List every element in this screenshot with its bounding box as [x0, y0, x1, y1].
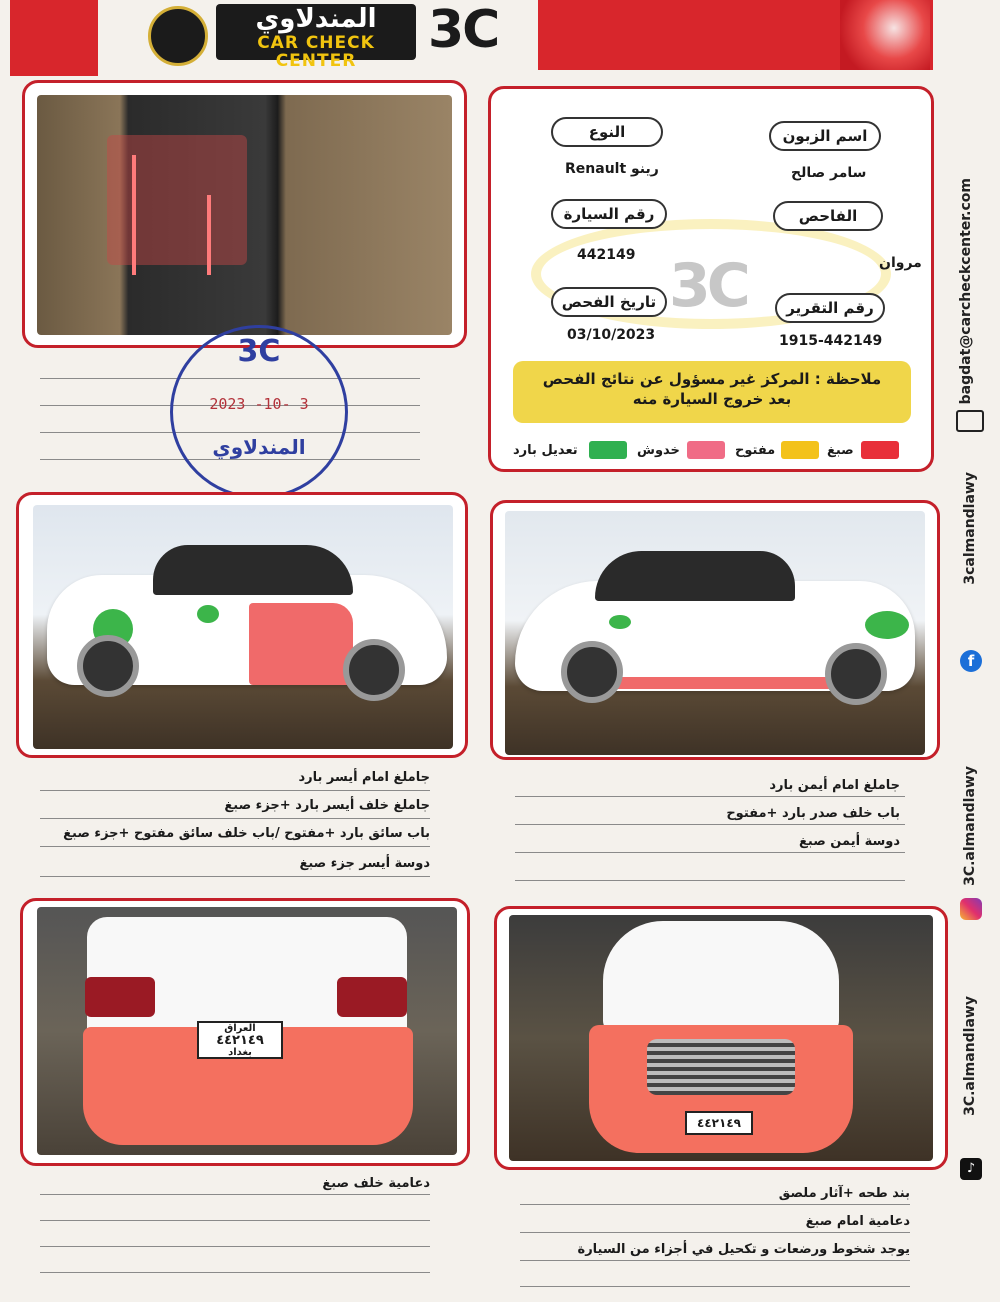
engine-photo-frame	[22, 80, 467, 348]
email-icon	[956, 410, 984, 432]
sidebar-facebook: 3C.almandlawy	[962, 766, 978, 886]
report-number-value: 1915-442149	[779, 333, 883, 349]
right-side-photo	[505, 511, 925, 755]
car-number-label: رقم السيارة	[551, 199, 667, 229]
front-grille	[647, 1039, 795, 1095]
info-card	[488, 86, 934, 472]
date-value: 03/10/2023	[567, 327, 656, 343]
sidebar-snapchat: 3calmandlawy	[962, 472, 978, 585]
sidebar-email: bagdat@carcheckcenter.com	[958, 178, 974, 405]
remark-line	[40, 1246, 430, 1247]
rear-photo	[37, 907, 457, 1155]
legend-swatch-cold-repair	[589, 441, 627, 459]
legend-label-paint: صبغ	[827, 443, 854, 458]
wheel	[343, 639, 405, 701]
logo-english: CAR CHECK CENTER	[257, 33, 375, 71]
guide-line	[207, 195, 211, 275]
plate-number: ٤٤٢١٤٩	[216, 1033, 264, 1048]
guide-line	[132, 155, 136, 275]
paint-area	[249, 603, 353, 685]
remark-front-2: دعامية امام صبغ	[805, 1214, 910, 1229]
remark-right-3: دوسة أيمن صبغ	[799, 834, 900, 849]
watermark-3c: 3C	[669, 251, 747, 321]
camera-overlay-logo	[107, 135, 247, 265]
remark-front-3: يوجد شخوط ورضعات و تكحيل في أجزاء من السيارة	[577, 1242, 910, 1257]
logo-wordmark	[216, 4, 416, 71]
date-label: تاريخ الفحص	[551, 287, 667, 317]
remark-line	[40, 1194, 430, 1195]
stamp-name: المندلاوي	[212, 435, 306, 459]
remark-line	[520, 1260, 910, 1261]
hood	[603, 921, 839, 1031]
remark-left-1: جاملغ امام أيسر بارد	[298, 770, 430, 785]
car-window	[595, 551, 795, 601]
front-photo	[509, 915, 933, 1161]
legend-swatch-scratches	[687, 441, 725, 459]
remark-left-4: دوسة أيسر جزء صبغ	[299, 856, 430, 871]
rear-license-plate	[197, 1021, 283, 1059]
wheel	[561, 641, 623, 703]
stamp-brand: 3C	[237, 334, 281, 369]
remark-line	[515, 852, 905, 853]
inspection-stamp	[170, 325, 348, 499]
remark-left-2: جاملغ خلف أيسر بارد +جزء صبغ	[224, 798, 430, 813]
sidebar-tiktok: 3C.almandlawy	[962, 996, 978, 1116]
paint-strip	[605, 677, 835, 689]
disclaimer-note	[513, 361, 911, 423]
remark-line	[40, 790, 430, 791]
tiktok-icon: ♪	[960, 1158, 982, 1180]
right-side-photo-frame	[490, 500, 940, 760]
type-label: النوع	[551, 117, 663, 147]
left-side-photo	[33, 505, 453, 749]
car-window	[153, 545, 353, 595]
engine-bay-photo	[37, 95, 452, 335]
remark-right-2: باب خلف صدر بارد +مفتوح	[726, 806, 900, 821]
tail-light	[85, 977, 155, 1017]
cold-repair-mark	[197, 605, 219, 623]
legend-swatch-paint	[861, 441, 899, 459]
legend-label-opened: مفتوح	[735, 443, 776, 458]
remark-line	[520, 1204, 910, 1205]
facebook-icon: f	[960, 650, 982, 672]
legend-swatch-opened	[781, 441, 819, 459]
remark-line	[40, 818, 430, 819]
remark-left-3: باب سائق بارد +مفتوح /باب خلف سائق مفتوح +جزء صبغ	[63, 826, 430, 841]
cold-repair-mark	[865, 611, 909, 639]
note-line-2: بعد خروج السيارة منه	[632, 390, 792, 408]
inspector-label: الفاحص	[773, 201, 883, 231]
customer-value: سامر صالح	[791, 165, 867, 181]
note-line-1: ملاحظة : المركز غير مسؤول عن نتائج الفحص	[542, 370, 882, 388]
left-side-photo-frame	[16, 492, 468, 758]
remark-line	[520, 1232, 910, 1233]
remark-line	[515, 824, 905, 825]
remark-line	[520, 1286, 910, 1287]
car-number-value: 442149	[577, 247, 636, 263]
logo-badge	[148, 6, 208, 66]
remark-line	[40, 1220, 430, 1221]
legend-label-scratches: خدوش	[637, 443, 680, 458]
wheel	[77, 635, 139, 697]
legend-label-cold-repair: تعديل بارد	[513, 443, 578, 458]
remark-line	[40, 1272, 430, 1273]
logo-arabic: المندلاوي	[255, 4, 377, 34]
remark-front-1: بند طحه +آثار ملصق	[778, 1186, 910, 1201]
cold-repair-mark	[609, 615, 631, 629]
remark-line	[40, 876, 430, 877]
front-license-plate: ٤٤٢١٤٩	[685, 1111, 753, 1135]
wheel	[825, 643, 887, 705]
front-photo-frame	[494, 906, 948, 1170]
remark-right-1: جاملغ امام أيمن بارد	[769, 778, 900, 793]
stamp-date: 2023 -10- 3	[209, 395, 309, 413]
tail-light	[337, 977, 407, 1017]
remark-rear-1: دعامية خلف صبغ	[322, 1176, 430, 1191]
plate-city: بغداد	[228, 1047, 252, 1058]
inspector-value: مروان	[879, 255, 922, 271]
header-decoration	[840, 0, 930, 70]
type-value: رينو Renault	[565, 161, 659, 177]
remark-line	[40, 846, 430, 847]
remark-line	[515, 796, 905, 797]
plate-country: العراق	[224, 1023, 256, 1034]
rear-photo-frame	[20, 898, 470, 1166]
header-red-band-left	[10, 0, 98, 76]
brand-3c: 3C	[428, 0, 499, 60]
report-number-label: رقم التقرير	[775, 293, 885, 323]
instagram-icon	[960, 898, 982, 920]
customer-label: اسم الزبون	[769, 121, 881, 151]
remark-line	[515, 880, 905, 881]
